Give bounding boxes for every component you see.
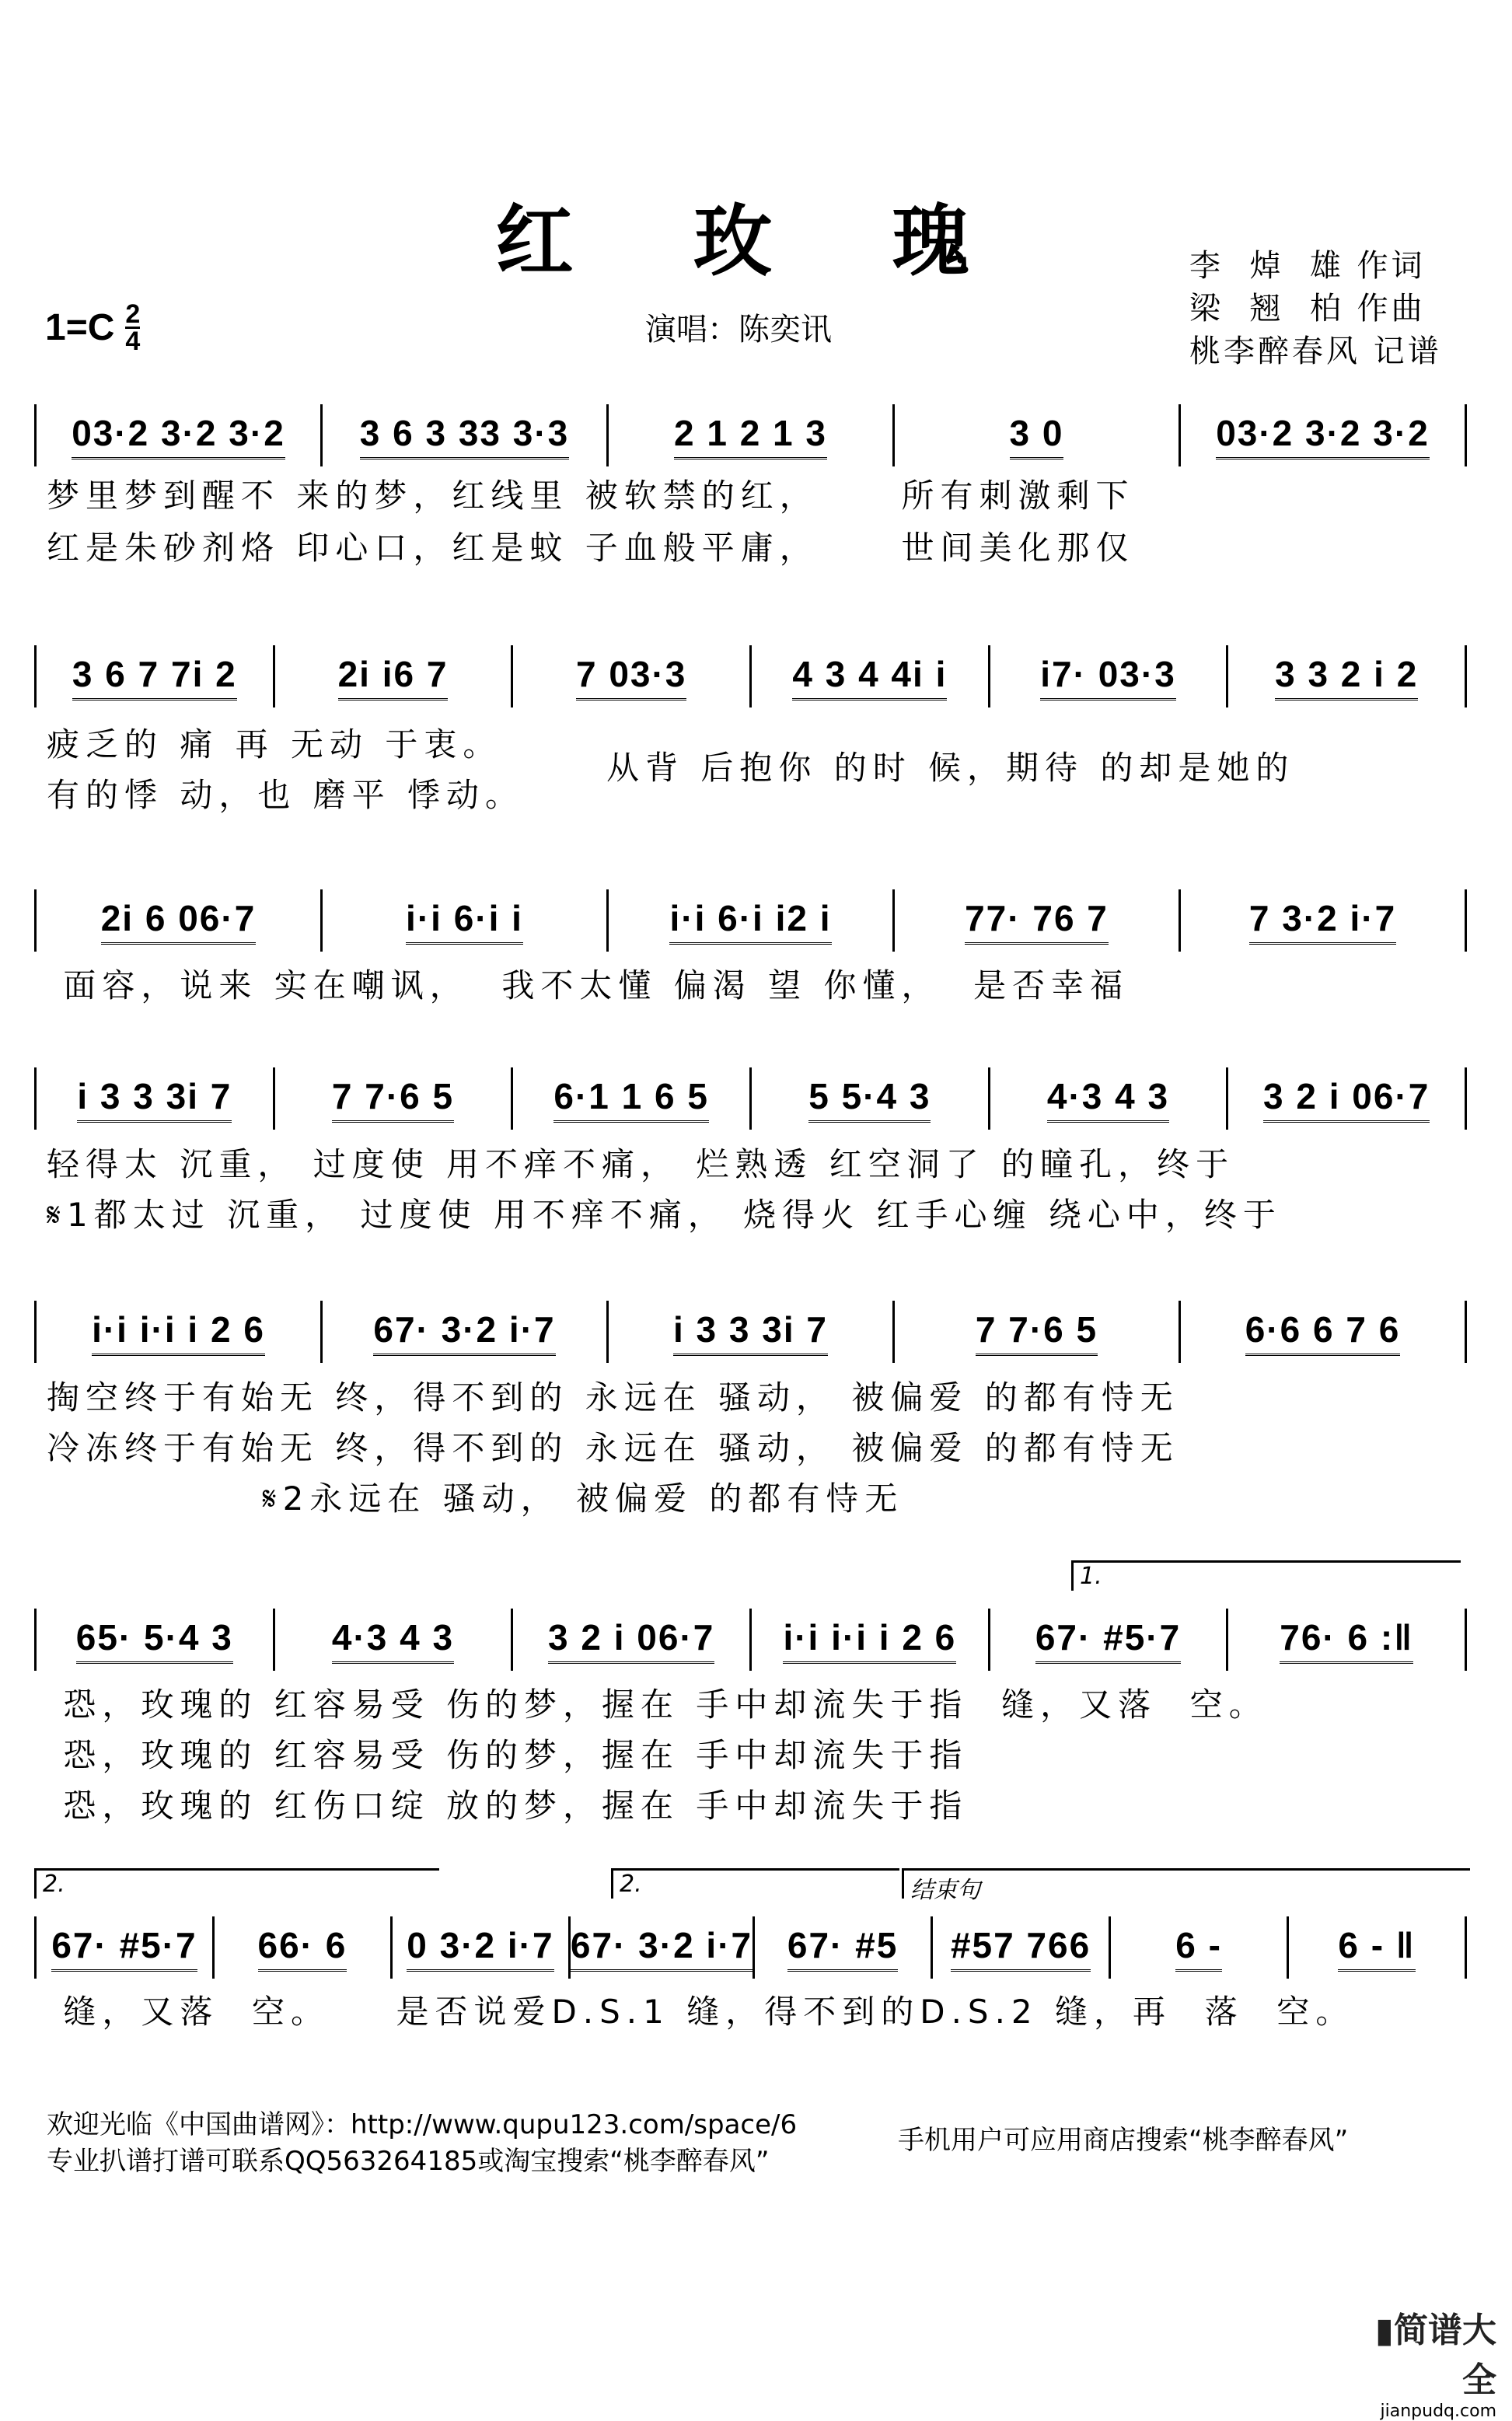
- measure-notes: 2i 6 06·7: [101, 897, 257, 945]
- measure-notes: 3 2 i 06·7: [548, 1616, 714, 1664]
- measure-notes: 67· 3·2 i·7: [373, 1308, 555, 1356]
- lyric-line: 有的悸 动，也 磨平 悸动。: [47, 776, 525, 814]
- measure: [275, 1609, 514, 1671]
- measure: [1228, 1067, 1467, 1130]
- site-logo: ▮简谱大全 jianpudq.com: [1349, 2302, 1496, 2380]
- staff-system: [34, 645, 1467, 707]
- composer-credit: 梁 翘 柏 作曲: [1189, 291, 1426, 327]
- measure-notes: 4·3 4 3: [1047, 1075, 1169, 1123]
- measure: [513, 645, 752, 707]
- measure-notes: 66· 6: [258, 1924, 347, 1972]
- measure: [37, 1609, 275, 1671]
- measure-notes: 0 3·2 i·7: [407, 1924, 553, 1972]
- measure-notes: 77· 76 7: [965, 897, 1109, 945]
- measure: [323, 1301, 609, 1363]
- measure-notes: 67· #5: [787, 1924, 898, 1972]
- measure: [37, 404, 323, 466]
- measure: [513, 1609, 752, 1671]
- measure-notes: 3 2 i 06·7: [1263, 1075, 1430, 1123]
- measure: [609, 889, 895, 952]
- measure-notes: i·i i·i i 2 6: [783, 1616, 956, 1664]
- volta-bracket: 1.: [1071, 1560, 1461, 1591]
- lyric-line: 恐，玫瑰的 红容易受 伤的梦，握在 手中却流失于指 缝，又落 空。: [47, 1686, 1268, 1724]
- measure-notes: 7 7·6 5: [976, 1308, 1098, 1356]
- measure: [37, 889, 323, 952]
- singer: 演唱：陈奕讯: [645, 312, 832, 348]
- measure: [1228, 1609, 1467, 1671]
- measure: [37, 645, 275, 707]
- measure: [323, 404, 609, 466]
- measure-notes: 76· 6 :‖: [1280, 1616, 1413, 1664]
- lyric-line: 恐，玫瑰的 红伤口绽 放的梦，握在 手中却流失于指: [47, 1787, 969, 1825]
- measure-notes: 3 3 2 i 2: [1275, 653, 1418, 700]
- measure-notes: 67· #5·7: [51, 1924, 197, 1972]
- measure-notes: i7· 03·3: [1040, 653, 1176, 700]
- measure: [37, 1067, 275, 1130]
- measure-notes: 03·2 3·2 3·2: [1216, 412, 1430, 459]
- transcriber-credit: 桃李醉春风 记谱: [1189, 334, 1442, 369]
- measure: [37, 1916, 215, 1979]
- measure-notes: 6·6 6 7 6: [1245, 1308, 1401, 1356]
- lyric-line: 梦里梦到醒不 来的梦，红线里 被软禁的红， 所有刺激剩下: [47, 477, 1135, 515]
- staff-system: [34, 1609, 1467, 1671]
- measure: [990, 645, 1229, 707]
- measure-notes: 4 3 4 4i i: [792, 653, 947, 700]
- measure: [990, 1609, 1229, 1671]
- measure: [895, 404, 1181, 466]
- lyric-line: 𝄋1都太过 沉重， 过度使 用不痒不痛， 烧得火 红手心缠 绕心中，终于: [47, 1196, 1282, 1234]
- staff-system: [34, 1916, 1467, 1979]
- measure: [1181, 1301, 1467, 1363]
- measure: [990, 1067, 1229, 1130]
- lyric-line: 𝄋2永远在 骚动， 被偏爱 的都有恃无: [47, 1480, 904, 1518]
- song-title: 红 玫 瑰: [495, 195, 1017, 287]
- measure: [895, 889, 1181, 952]
- measure: [323, 889, 609, 952]
- measure-notes: 7 03·3: [576, 653, 686, 700]
- measure-notes: i·i i·i i 2 6: [92, 1308, 265, 1356]
- measure: [1228, 645, 1467, 707]
- lyric-line: 轻得太 沉重， 过度使 用不痒不痛， 烂熟透 红空洞了 的瞳孔，终于: [47, 1145, 1235, 1183]
- measure: [755, 1916, 933, 1979]
- lyric-line: 恐，玫瑰的 红容易受 伤的梦，握在 手中却流失于指: [47, 1736, 969, 1774]
- measure-notes: #57 766: [951, 1924, 1091, 1972]
- measure: [933, 1916, 1111, 1979]
- volta-bracket: 2.: [34, 1868, 439, 1899]
- measure: [1289, 1916, 1467, 1979]
- measure-notes: 4·3 4 3: [332, 1616, 454, 1664]
- logo-name: 简谱大全: [1394, 2311, 1496, 2400]
- measure-notes: 2 1 2 1 3: [674, 412, 827, 459]
- measure-notes: 67· #5·7: [1035, 1616, 1181, 1664]
- measure-notes: 67· 3·2 i·7: [571, 1924, 753, 1972]
- staff-system: [34, 404, 1467, 466]
- measure-notes: 2i i6 7: [338, 653, 449, 700]
- measure: [752, 1067, 990, 1130]
- measure-notes: i 3 3 3i 7: [673, 1308, 828, 1356]
- lyric-line: 疲乏的 痛 再 无动 于衷。: [47, 725, 502, 763]
- measure: [752, 1609, 990, 1671]
- measure: [609, 404, 895, 466]
- staff-system: [34, 1301, 1467, 1363]
- measure-notes: 03·2 3·2 3·2: [72, 412, 285, 459]
- measure-notes: i 3 3 3i 7: [77, 1075, 232, 1123]
- measure: [571, 1916, 755, 1979]
- measure-notes: 6·1 1 6 5: [553, 1075, 709, 1123]
- staff-system: [34, 889, 1467, 952]
- measure-notes: 5 5·4 3: [808, 1075, 931, 1123]
- lyric-line: 面容，说来 实在嘲讽， 我不太懂 偏渴 望 你懂， 是否幸福: [47, 966, 1130, 1004]
- measure: [275, 645, 514, 707]
- lyric-line: 冷冻终于有始无 终，得不到的 永远在 骚动， 被偏爱 的都有恃无: [47, 1429, 1179, 1467]
- key: 1=C: [45, 307, 115, 348]
- time-bottom: 4: [125, 327, 141, 356]
- measure: [215, 1916, 393, 1979]
- measure: [609, 1301, 895, 1363]
- measure: [895, 1301, 1181, 1363]
- logo-url: jianpudq.com: [1380, 2402, 1496, 2421]
- staff-system: [34, 1067, 1467, 1130]
- footer-line-1: 欢迎光临《中国曲谱网》：http://www.qupu123.com/space/6: [47, 2109, 798, 2140]
- lyric-line: 缝，又落 空。 是否说爱D.S.1 缝，得不到的D.S.2 缝，再 落 空。: [47, 1993, 1355, 2031]
- time-signature: [125, 299, 141, 356]
- measure: [513, 1067, 752, 1130]
- key-signature: [45, 299, 141, 356]
- measure: [752, 645, 990, 707]
- volta-bracket: 结束句: [902, 1868, 1470, 1899]
- time-top: 2: [125, 299, 141, 329]
- measure-notes: 65· 5·4 3: [76, 1616, 233, 1664]
- measure: [37, 1301, 323, 1363]
- measure: [1181, 889, 1467, 952]
- measure: [393, 1916, 571, 1979]
- lyric-line: 掏空终于有始无 终，得不到的 永远在 骚动， 被偏爱 的都有恃无: [47, 1378, 1179, 1417]
- measure: [1111, 1916, 1289, 1979]
- measure-notes: i·i 6·i i2 i: [669, 897, 831, 945]
- measure-notes: 7 3·2 i·7: [1249, 897, 1396, 945]
- lyric-line-shared: 从背 后抱你 的时 候，期待 的却是她的: [606, 749, 1295, 787]
- measure-notes: i·i 6·i i: [406, 897, 523, 945]
- measure-notes: 7 7·6 5: [332, 1075, 454, 1123]
- measure-notes: 3 0: [1010, 412, 1064, 459]
- measure: [1181, 404, 1467, 466]
- lyric-line: 红是朱砂剂烙 印心口，红是蚊 子血般平庸， 世间美化那仅: [47, 529, 1135, 567]
- measure-notes: 6 -: [1175, 1924, 1222, 1972]
- measure: [275, 1067, 514, 1130]
- footer-line-3: 手机用户可应用商店搜索“桃李醉春风”: [898, 2125, 1349, 2156]
- measure-notes: 3 6 7 7i 2: [72, 653, 237, 700]
- measure-notes: 3 6 3 33 3·3: [360, 412, 570, 459]
- lyricist-credit: 李 焯 雄 作词: [1189, 248, 1426, 284]
- footer-line-2: 专业扒谱打谱可联系QQ563264185或淘宝搜索“桃李醉春风”: [47, 2146, 770, 2177]
- volta-bracket: 2.: [611, 1868, 899, 1899]
- measure-notes: 6 - ‖: [1338, 1924, 1415, 1972]
